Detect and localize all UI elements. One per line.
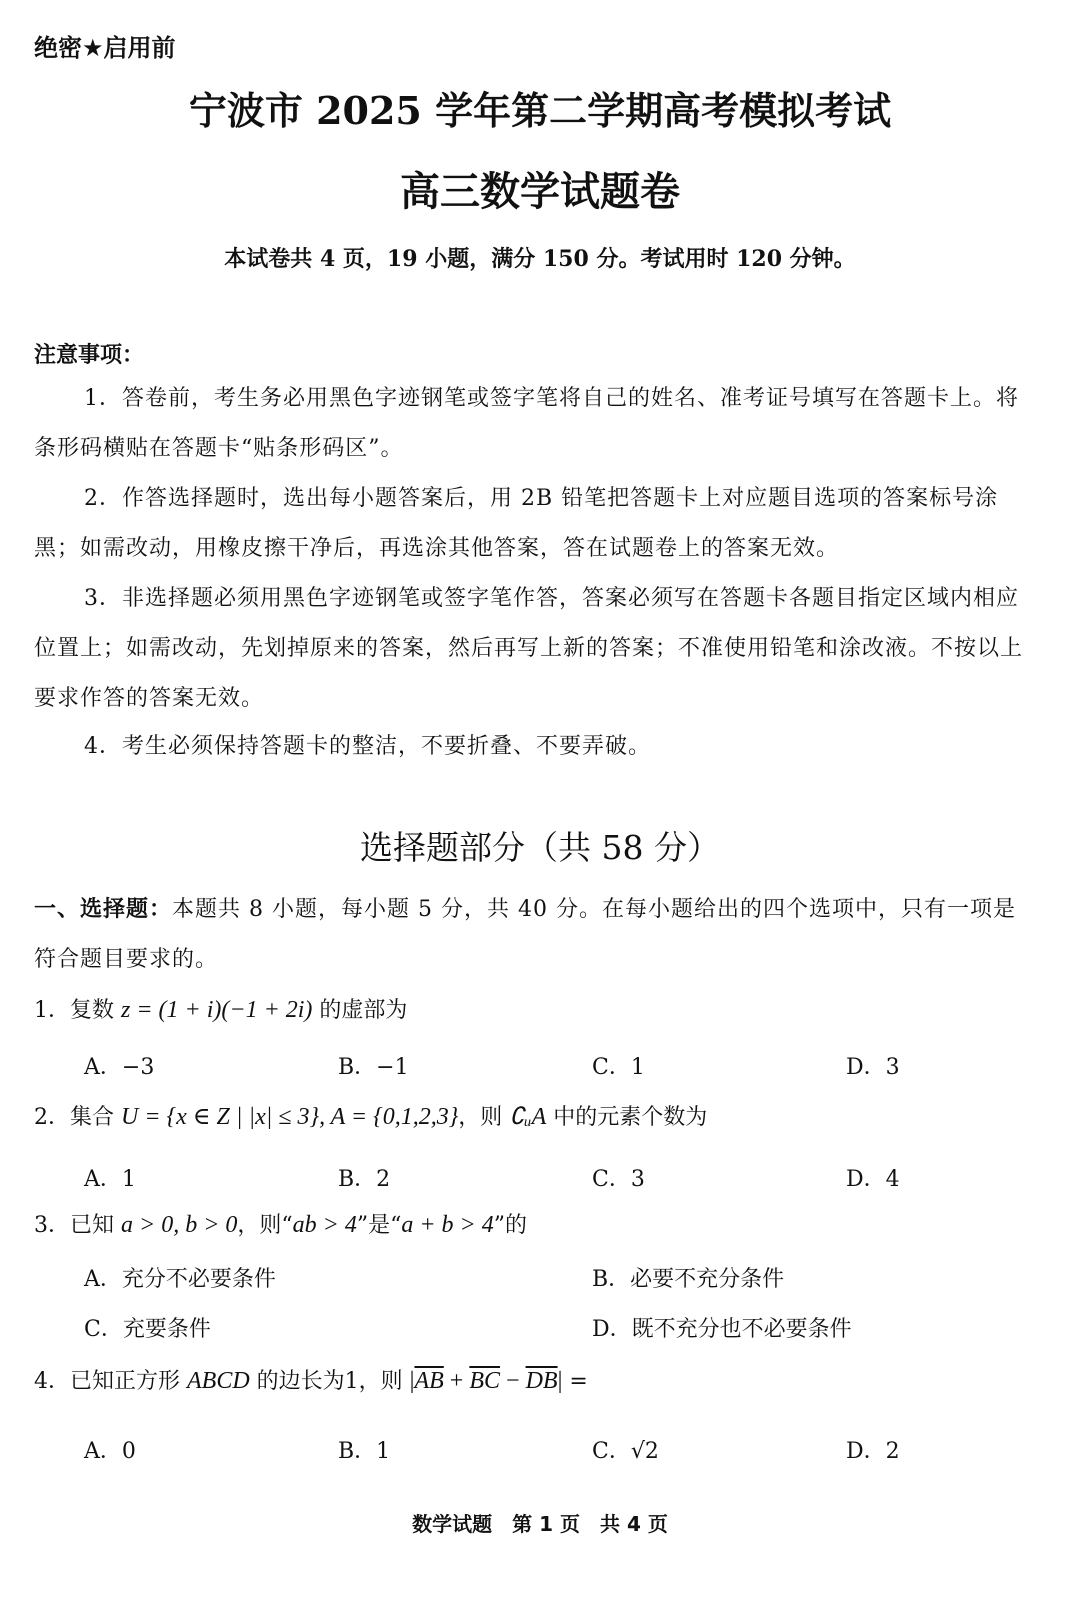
note-item-1: 1．答卷前，考生务必用黑色字迹钢笔或签字笔将自己的姓名、准考证号填写在答题卡上。将条形码横贴在答题卡“贴条形码区”。 xyxy=(34,386,1020,461)
part-label: 一、选择题： xyxy=(34,897,173,922)
question-3 xyxy=(34,1200,527,1251)
q2-option-b: B．2 xyxy=(338,1167,391,1192)
q1-formula: z = (1 + i)(−1 + 2i) xyxy=(121,997,313,1023)
q4-option-d: D．2 xyxy=(846,1439,900,1464)
question-1 xyxy=(34,985,407,1036)
q1-post: 的虚部为 xyxy=(312,998,408,1023)
q1-number: 1． xyxy=(34,998,70,1023)
exam-info: 本试卷共 4 页，19 小题，满分 150 分。考试用时 120 分钟。 xyxy=(224,246,856,272)
q2-pre: 集合 xyxy=(70,1105,121,1130)
q3-post: ”的 xyxy=(493,1213,527,1238)
q4-vector-db: $\overline{DB}$ xyxy=(525,1368,558,1394)
question-2 xyxy=(34,1092,707,1143)
q2-post: 中的元素个数为 xyxy=(546,1105,708,1130)
q3-mid1: ，则“ xyxy=(237,1213,293,1238)
question-4 xyxy=(34,1356,588,1407)
page-footer: 数学试题 第 1 页 共 4 页 xyxy=(412,1512,668,1536)
q3-option-c: C．充要条件 xyxy=(84,1317,211,1342)
q1-option-a: A．−3 xyxy=(84,1055,155,1080)
q1-option-c: C．1 xyxy=(592,1055,645,1080)
q2-complement: ∁ᵤA xyxy=(509,1104,547,1130)
confidential-label: 绝密★启用前 xyxy=(34,34,176,62)
q3-option-d: D．既不充分也不必要条件 xyxy=(592,1317,852,1342)
q2-option-d: D．4 xyxy=(846,1167,900,1192)
q1-option-b: B．−1 xyxy=(338,1055,409,1080)
part-desc-text: 本题共 8 小题，每小题 5 分，共 40 分。在每小题给出的四个选项中，只有一项是符合题目要求的。 xyxy=(34,897,1016,972)
q4-mid: 的边长为1，则 xyxy=(249,1369,410,1394)
q3-statement-2: a + b > 4 xyxy=(401,1212,494,1238)
q3-number: 3． xyxy=(34,1213,70,1238)
exam-title: 宁波市 2025 学年第二学期高考模拟考试 xyxy=(188,88,892,133)
q2-option-a: A．1 xyxy=(84,1167,136,1192)
q3-pre: 已知 xyxy=(70,1213,121,1238)
q3-mid2: ”是“ xyxy=(356,1213,402,1238)
q4-square-name: ABCD xyxy=(187,1368,250,1394)
q3-option-b: B．必要不充分条件 xyxy=(592,1267,785,1292)
q4-vector-expression: $|\overline{AB} + \overline{BC} - \overline{DB}|$ xyxy=(409,1368,563,1394)
part-description xyxy=(34,885,1024,985)
exam-subtitle: 高三数学试题卷 xyxy=(400,168,680,215)
q4-vector-bc: $\overline{BC}$ xyxy=(469,1368,501,1394)
q3-statement-1: ab > 4 xyxy=(292,1212,357,1238)
note-item-3: 3．非选择题必须用黑色字迹钢笔或签字笔作答，答案必须写在答题卡各题目指定区域内相应位置上；如需改动，先划掉原来的答案，然后再写上新的答案；不准使用铅笔和涂改液。不按以上要求作答的答案无效。 xyxy=(34,586,1024,711)
q2-mid: ，则 xyxy=(458,1105,510,1130)
q2-number: 2． xyxy=(34,1105,70,1130)
q1-pre: 复数 xyxy=(70,998,121,1023)
q4-number: 4． xyxy=(34,1369,70,1394)
q3-condition: a > 0, b > 0 xyxy=(121,1212,238,1238)
note-item-4: 4．考生必须保持答题卡的整洁，不要折叠、不要弄破。 xyxy=(84,734,651,759)
q4-vector-ab: $\overline{AB}$ xyxy=(414,1368,444,1394)
q2-option-c: C．3 xyxy=(592,1167,645,1192)
q1-option-d: D．3 xyxy=(846,1055,900,1080)
note-item-2: 2．作答选择题时，选出每小题答案后，用 2B 铅笔把答题卡上对应题目选项的答案标号涂黑；如需改动，用橡皮擦干净后，再选涂其他答案，答在试题卷上的答案无效。 xyxy=(34,486,999,561)
q3-option-a: A．充分不必要条件 xyxy=(84,1267,276,1292)
q4-option-b: B．1 xyxy=(338,1439,391,1464)
q2-formula: U = {x ∈ Z | |x| ≤ 3}, A = {0,1,2,3} xyxy=(121,1104,459,1130)
q4-option-c: C．√2 xyxy=(592,1439,659,1464)
notes-heading: 注意事项： xyxy=(34,342,145,368)
q4-option-a: A．0 xyxy=(84,1439,136,1464)
q4-pre: 已知正方形 xyxy=(70,1369,187,1394)
section-title: 选择题部分（共 58 分） xyxy=(360,828,720,867)
q4-post: = xyxy=(562,1369,588,1394)
